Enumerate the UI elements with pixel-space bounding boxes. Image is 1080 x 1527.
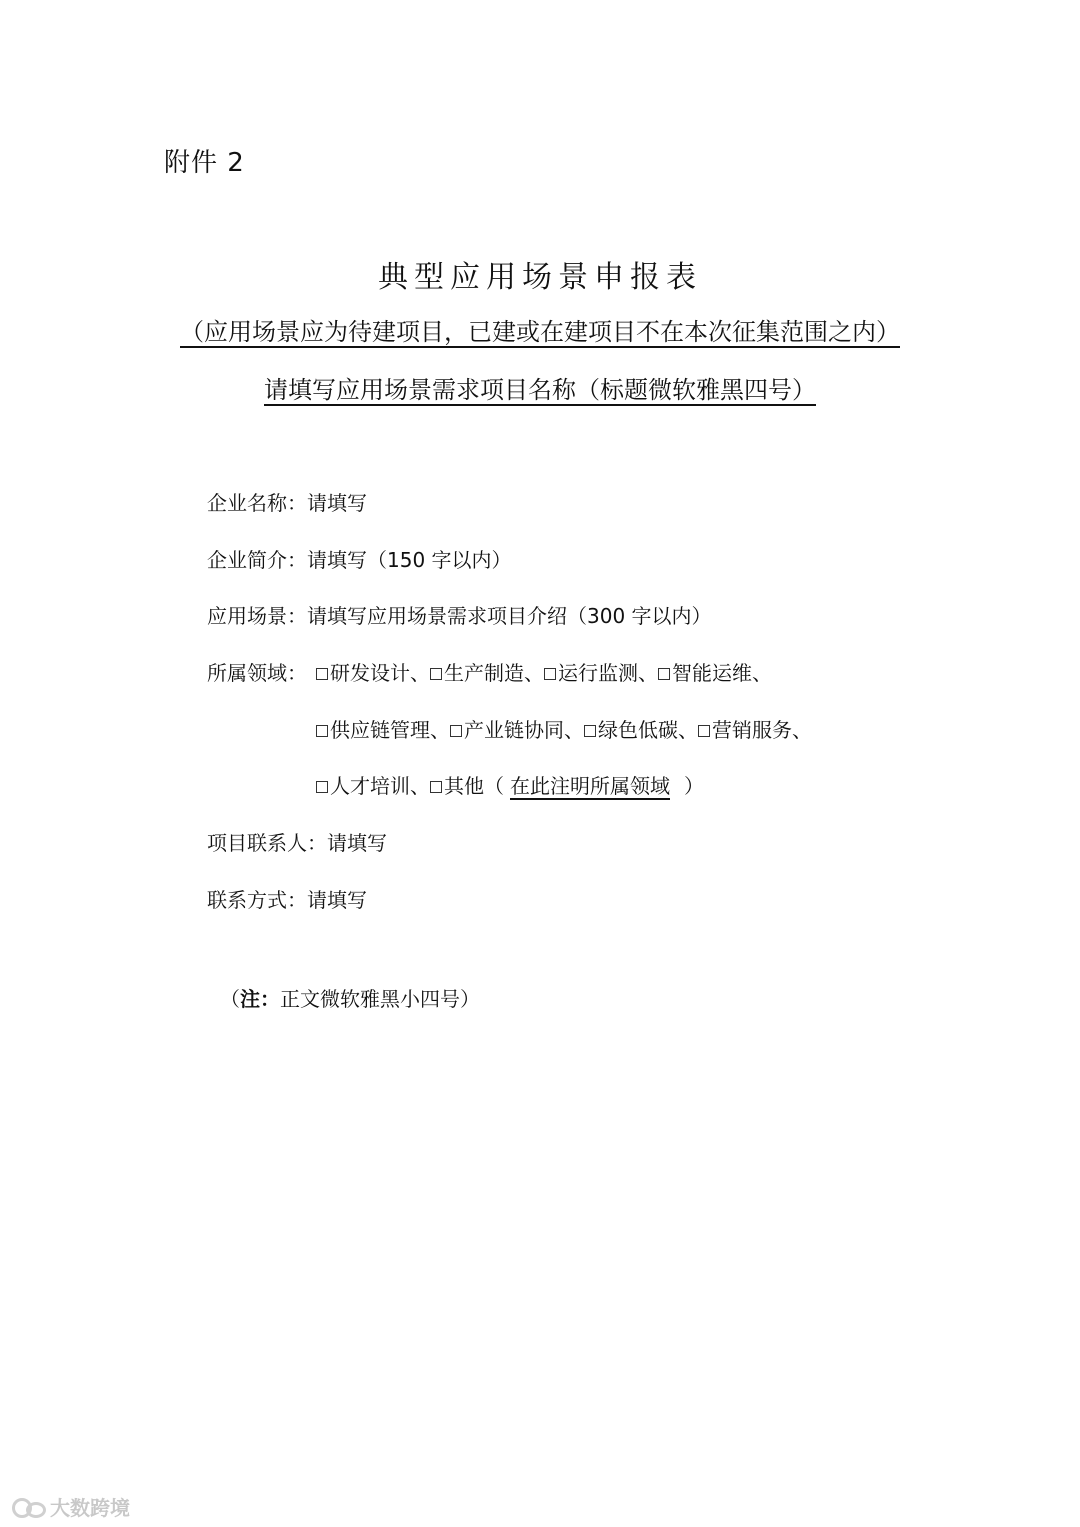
checkbox-icon[interactable] xyxy=(316,725,328,737)
note-label: 注： xyxy=(240,987,280,1011)
checkbox-icon[interactable] xyxy=(316,668,328,680)
company-name-field xyxy=(207,487,367,516)
domain-option[interactable]: 绿色低碳 xyxy=(584,718,678,742)
checkbox-icon[interactable] xyxy=(544,668,556,680)
attachment-label: 附件 2 xyxy=(164,148,245,178)
watermark xyxy=(12,1492,130,1521)
domain-option[interactable]: 智能运维 xyxy=(658,661,752,685)
contact-person-value[interactable]: 请填写 xyxy=(327,831,387,855)
domain-option[interactable]: 研发设计 xyxy=(316,661,410,685)
domain-option[interactable]: 生产制造 xyxy=(430,661,524,685)
checkbox-icon[interactable] xyxy=(316,781,328,793)
domain-option[interactable]: 人才培训 xyxy=(316,774,410,798)
domain-option[interactable]: 运行监测 xyxy=(544,661,638,685)
checkbox-icon[interactable] xyxy=(698,725,710,737)
domain-options-row-2: 供应链管理、 产业链协同、 绿色低碳、 营销服务、 xyxy=(316,714,812,743)
checkbox-icon[interactable] xyxy=(450,725,462,737)
domain-options-row-1: 研发设计、 生产制造、 运行监测、 智能运维、 xyxy=(316,657,772,686)
form-subtitle xyxy=(0,312,1080,347)
watermark-logo-icon xyxy=(12,1496,46,1518)
domain-option[interactable]: 其他 xyxy=(430,774,484,798)
contact-method-label: 联系方式： xyxy=(207,888,307,912)
checkbox-icon[interactable] xyxy=(430,781,442,793)
scenario-field xyxy=(207,600,712,629)
contact-person-field xyxy=(207,827,387,856)
checkbox-icon[interactable] xyxy=(658,668,670,680)
checkbox-icon[interactable] xyxy=(584,725,596,737)
project-name-text: 请填写应用场景需求项目名称（标题微软雅黑四号） xyxy=(264,376,816,404)
contact-person-label: 项目联系人： xyxy=(207,831,327,855)
watermark-text: 大数跨境 xyxy=(50,1496,130,1520)
other-domain-input[interactable]: 在此注明所属领域 xyxy=(510,774,670,798)
form-title: 典型应用场景申报表 xyxy=(378,260,702,295)
domain-option[interactable]: 营销服务 xyxy=(698,718,792,742)
contact-method-field xyxy=(207,884,367,913)
format-note: （注：正文微软雅黑小四号） xyxy=(220,987,480,1011)
company-intro-label: 企业简介： xyxy=(207,548,307,572)
scenario-value[interactable]: 请填写应用场景需求项目介绍（300 字以内） xyxy=(307,604,712,628)
company-intro-value[interactable]: 请填写（150 字以内） xyxy=(307,548,512,572)
project-name-heading xyxy=(0,370,1080,405)
domain-options-row-3: 人才培训、 其他（ 在此注明所属领域 ） xyxy=(316,770,704,799)
scenario-label: 应用场景： xyxy=(207,604,307,628)
contact-method-value[interactable]: 请填写 xyxy=(307,888,367,912)
company-name-value[interactable]: 请填写 xyxy=(307,491,367,515)
domain-label: 所属领域： xyxy=(207,661,307,685)
note-text: 正文微软雅黑小四号） xyxy=(280,987,480,1011)
domain-option[interactable]: 产业链协同 xyxy=(450,718,564,742)
subtitle-text: （应用场景应为待建项目，已建或在建项目不在本次征集范围之内） xyxy=(180,318,900,346)
company-name-label: 企业名称： xyxy=(207,491,307,515)
checkbox-icon[interactable] xyxy=(430,668,442,680)
domain-field-label xyxy=(207,657,307,686)
company-intro-field xyxy=(207,544,512,573)
domain-option[interactable]: 供应链管理 xyxy=(316,718,430,742)
